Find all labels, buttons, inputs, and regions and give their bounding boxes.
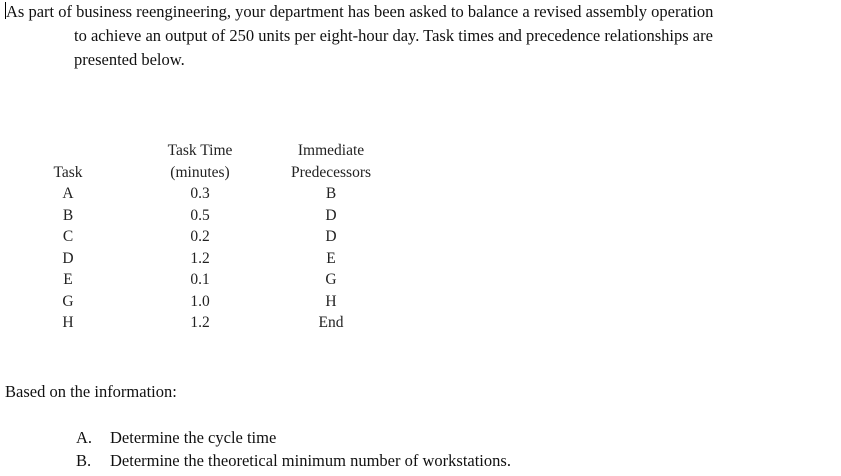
intro-paragraph — [6, 0, 838, 72]
intro-line: presented below. — [74, 50, 185, 69]
task-time-cell: 1.2 — [190, 249, 210, 267]
question-list — [76, 426, 511, 472]
task-header: Task — [53, 163, 83, 181]
predecessor-cell: G — [325, 271, 337, 288]
task-cell: C — [62, 228, 74, 245]
predecessors-header: Immediate — [297, 142, 365, 159]
task-time-cell: 0.3 — [190, 185, 210, 202]
predecessor-cell: D — [325, 228, 337, 245]
task-column — [47, 140, 89, 334]
task-cell: E — [63, 271, 73, 288]
task-time-header: Task Time — [167, 142, 233, 159]
task-time-unit-header: (minutes) — [170, 163, 230, 181]
intro-line: to achieve an output of 250 units per eight-hour day. Task times and precedence relationships are — [74, 26, 713, 45]
predecessors-column — [274, 140, 388, 334]
prompt-text: Based on the information: — [5, 382, 177, 401]
task-cell: B — [62, 206, 74, 224]
header-spacer — [47, 140, 89, 162]
task-time-cell: 0.1 — [190, 271, 210, 288]
task-time-column — [152, 140, 248, 334]
task-cell: H — [62, 314, 74, 331]
predecessor-cell: D — [325, 206, 337, 224]
task-time-cell: 1.0 — [190, 292, 210, 310]
task-cell: D — [62, 249, 74, 267]
question-text: Determine the cycle time — [110, 428, 277, 447]
question-text: Determine the theoretical minimum number of workstations. — [110, 451, 511, 470]
task-time-cell: 0.2 — [190, 228, 210, 245]
question-item — [76, 449, 511, 472]
question-label: B. — [76, 451, 92, 470]
predecessor-cell: H — [325, 292, 337, 310]
task-time-cell: 0.5 — [190, 206, 210, 224]
predecessor-cell: End — [318, 314, 344, 331]
task-cell: A — [62, 185, 74, 202]
intro-line: As part of business reengineering, your department has been asked to balance a revised assembly operation — [6, 2, 714, 21]
task-cell: G — [62, 292, 74, 310]
predecessors-header: Predecessors — [290, 163, 372, 181]
question-label: A. — [76, 428, 93, 447]
question-item — [76, 426, 511, 449]
predecessor-cell: E — [326, 249, 336, 267]
task-time-cell: 1.2 — [190, 314, 210, 331]
predecessor-cell: B — [325, 185, 337, 202]
